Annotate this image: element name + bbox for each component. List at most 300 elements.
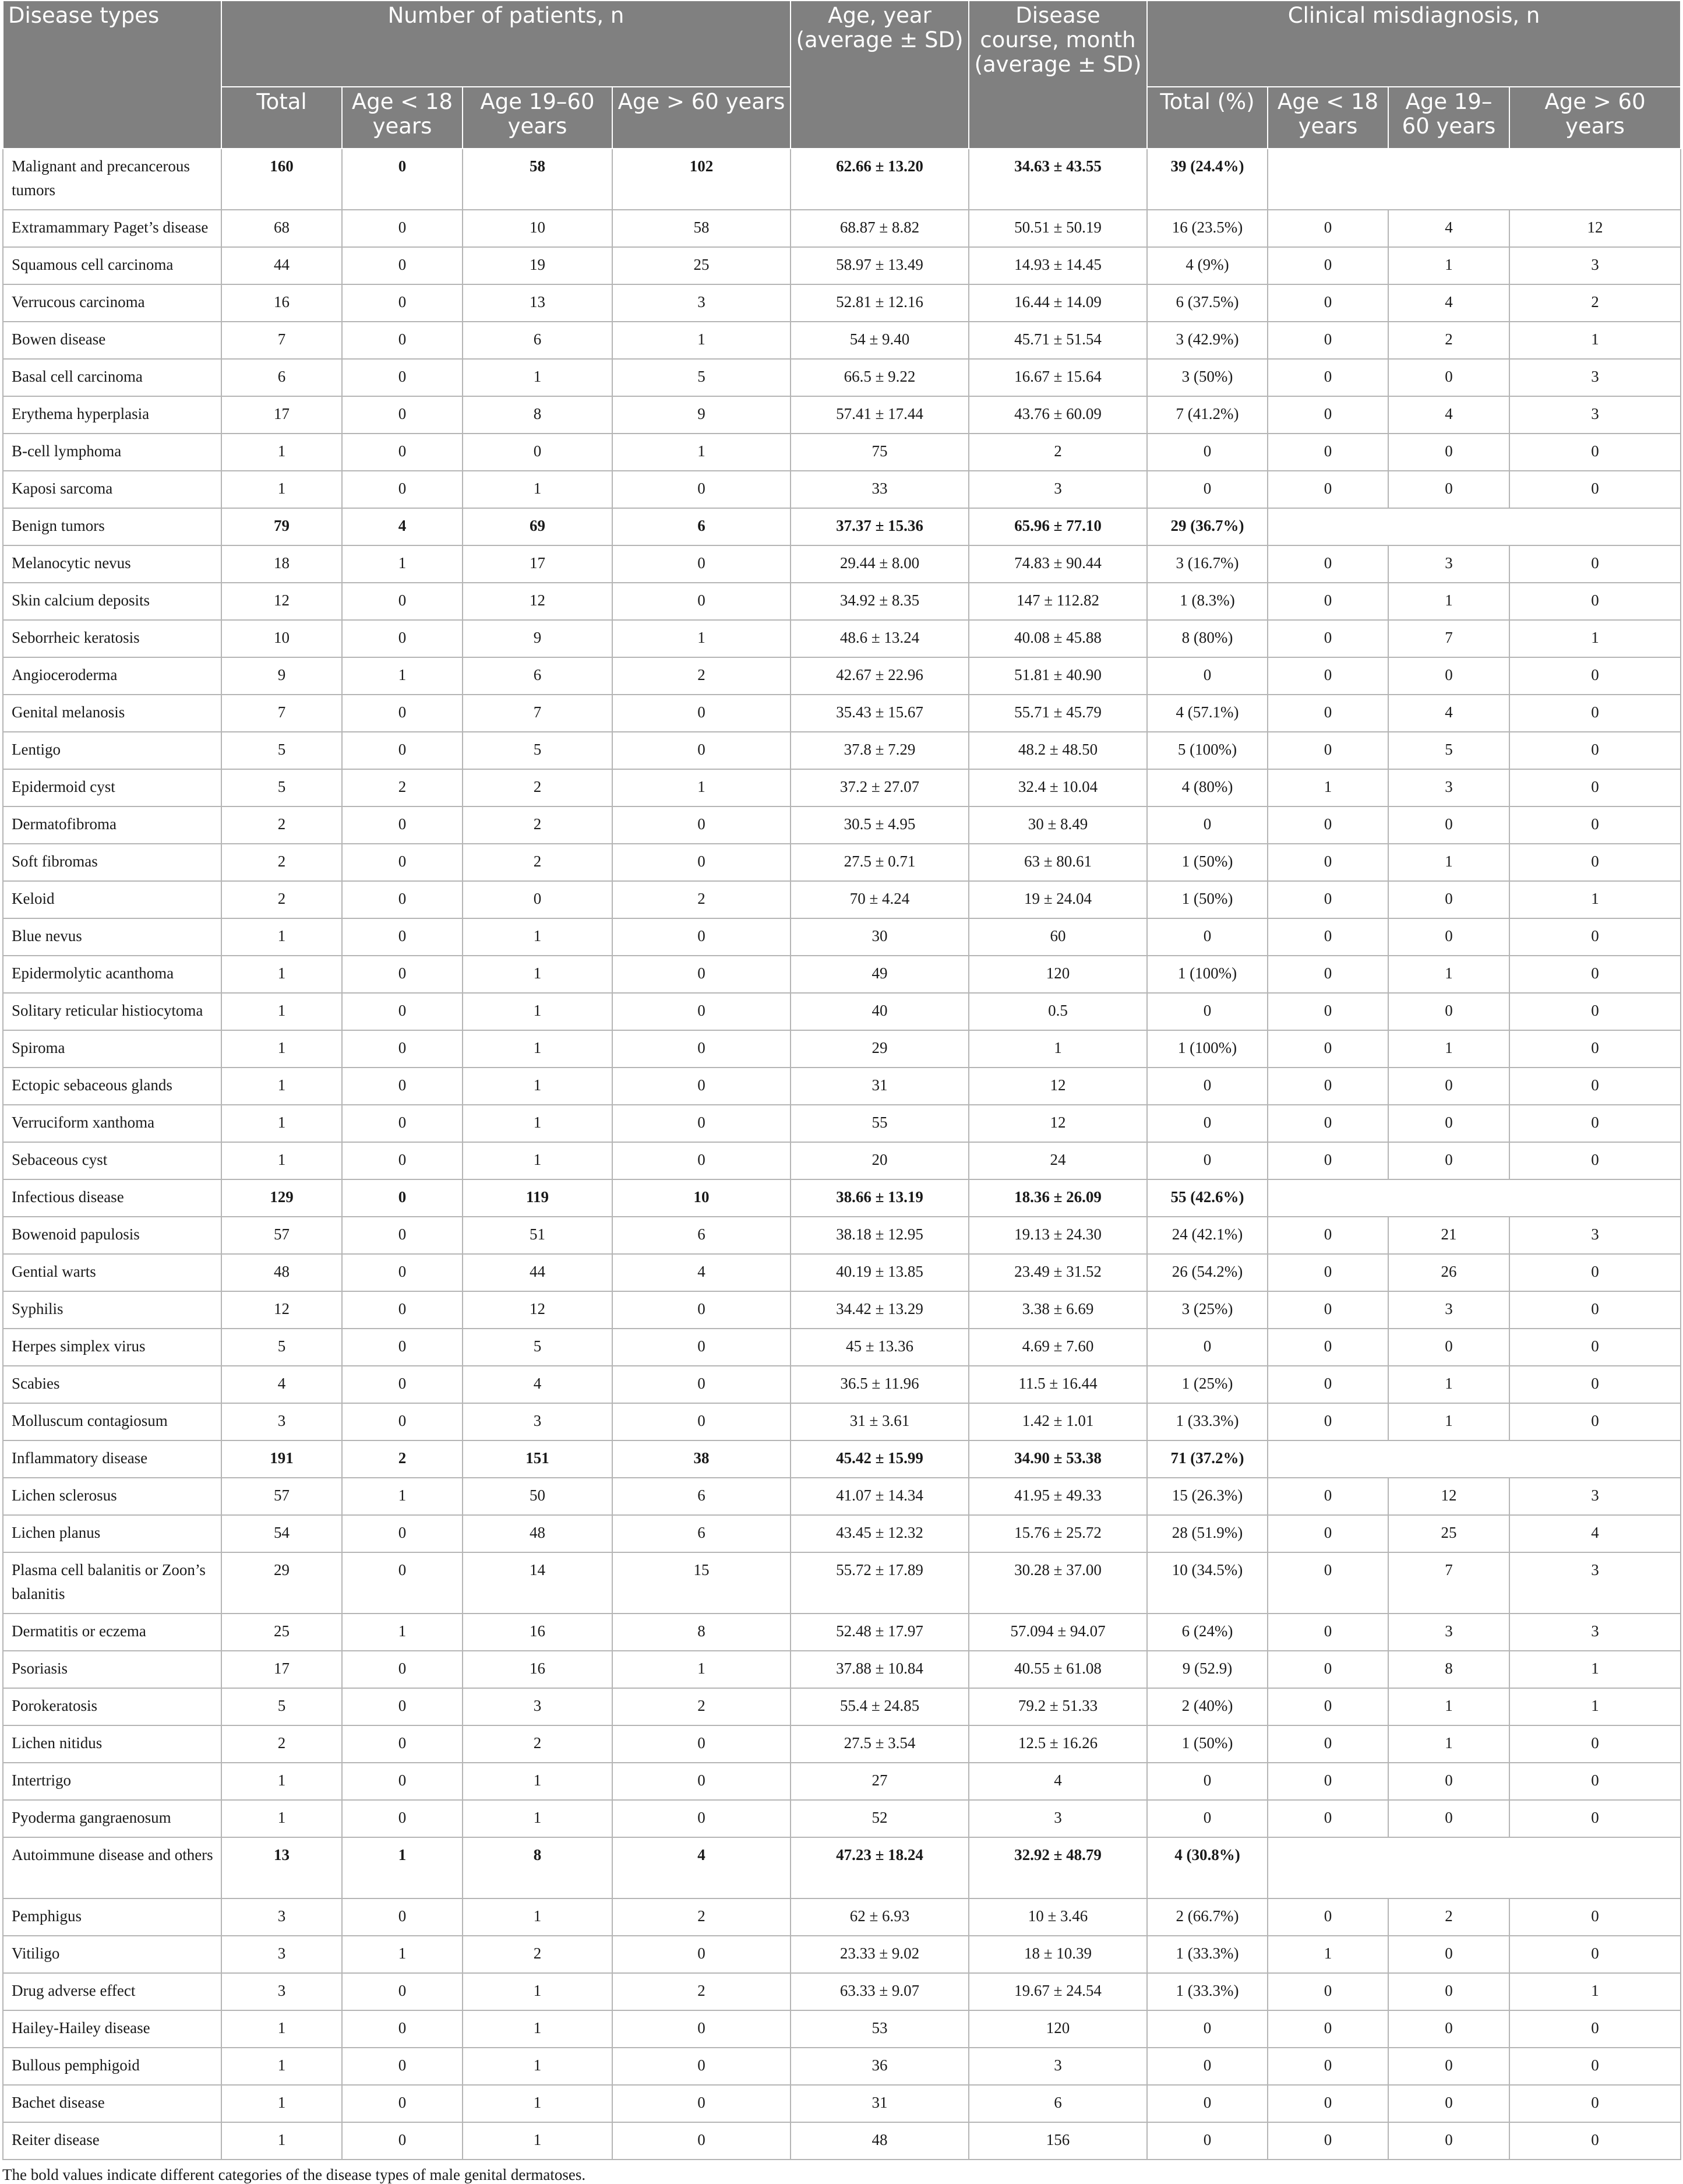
value-cell: 30.28 ± 37.00 — [969, 1552, 1147, 1614]
disease-name-cell: Epidermoid cyst — [3, 769, 221, 806]
value-cell: 0 — [342, 1254, 463, 1291]
value-cell: 55 (42.6%) — [1147, 1179, 1268, 1217]
value-cell: 41.95 ± 49.33 — [969, 1478, 1147, 1515]
value-cell: 2 — [463, 806, 612, 844]
value-cell: 0 — [612, 918, 791, 956]
value-cell: 2 — [969, 434, 1147, 471]
value-cell: 0 — [1268, 1614, 1388, 1651]
value-cell: 53 — [791, 2010, 969, 2048]
value-cell: 7 — [221, 695, 342, 732]
value-cell: 0 — [1268, 284, 1388, 322]
value-cell: 0 — [1268, 434, 1388, 471]
value-cell: 0 — [1268, 2048, 1388, 2085]
value-cell: 0 — [1388, 2085, 1509, 2122]
value-cell: 44 — [221, 247, 342, 284]
value-cell: 4 (9%) — [1147, 247, 1268, 284]
value-cell: 0 — [1268, 322, 1388, 359]
value-cell: 0 — [342, 844, 463, 881]
value-cell: 0 — [342, 1973, 463, 2010]
disease-name-cell: Malignant and precancerous tumors — [3, 149, 221, 210]
value-cell: 75 — [791, 434, 969, 471]
value-cell: 0 — [1268, 1800, 1388, 1837]
value-cell: 10 — [221, 620, 342, 657]
value-cell: 4 — [1388, 695, 1509, 732]
value-cell: 2 — [221, 1725, 342, 1763]
value-cell: 3 — [1509, 1217, 1681, 1254]
value-cell: 0 — [342, 1366, 463, 1403]
value-cell: 34.90 ± 53.38 — [969, 1440, 1147, 1478]
value-cell: 1 — [463, 993, 612, 1030]
value-cell: 18 ± 10.39 — [969, 1936, 1147, 1973]
value-cell: 0 — [1268, 993, 1388, 1030]
value-cell: 48.2 ± 48.50 — [969, 732, 1147, 769]
value-cell: 3 — [969, 1800, 1147, 1837]
value-cell: 38.66 ± 13.19 — [791, 1179, 969, 1217]
value-cell: 10 — [463, 210, 612, 247]
value-cell: 0 — [1509, 1291, 1681, 1329]
value-cell: 26 (54.2%) — [1147, 1254, 1268, 1291]
value-cell: 3 — [612, 284, 791, 322]
value-cell: 68 — [221, 210, 342, 247]
value-cell: 0 — [1147, 657, 1268, 695]
disease-name-cell: Gential warts — [3, 1254, 221, 1291]
value-cell: 1 — [342, 1936, 463, 1973]
disease-name-cell: Seborrheic keratosis — [3, 620, 221, 657]
value-cell: 2 — [463, 1725, 612, 1763]
empty-cell — [1268, 1440, 1681, 1478]
value-cell: 0 — [1268, 1291, 1388, 1329]
disease-name-cell: Inflammatory disease — [3, 1440, 221, 1478]
table-row — [3, 1898, 1681, 1936]
value-cell: 0 — [612, 956, 791, 993]
value-cell: 0 — [1388, 1142, 1509, 1179]
table-body — [3, 149, 1681, 2160]
value-cell: 8 — [1388, 1651, 1509, 1688]
value-cell: 1 — [1388, 1725, 1509, 1763]
value-cell: 0 — [1268, 1552, 1388, 1614]
value-cell: 58 — [463, 149, 612, 210]
value-cell: 0 — [342, 1898, 463, 1936]
value-cell: 1 — [1388, 956, 1509, 993]
value-cell: 0 — [1268, 545, 1388, 583]
disease-name-cell: Erythema hyperplasia — [3, 396, 221, 434]
value-cell: 6 — [612, 1478, 791, 1515]
value-cell: 2 — [1509, 284, 1681, 322]
value-cell: 62 ± 6.93 — [791, 1898, 969, 1936]
value-cell: 15 (26.3%) — [1147, 1478, 1268, 1515]
value-cell: 55.72 ± 17.89 — [791, 1552, 969, 1614]
table-row — [3, 1614, 1681, 1651]
disease-name-cell: Melanocytic nevus — [3, 545, 221, 583]
disease-name-cell: Pyoderma gangraenosum — [3, 1800, 221, 1837]
disease-name-cell: Molluscum contagiosum — [3, 1403, 221, 1440]
value-cell: 3 — [221, 1973, 342, 2010]
value-cell: 26 — [1388, 1254, 1509, 1291]
header-clinical-misdiagnosis: Clinical misdiagnosis, n — [1147, 1, 1681, 87]
value-cell: 1 — [463, 1105, 612, 1142]
value-cell: 0 — [612, 695, 791, 732]
value-cell: 0 — [342, 1651, 463, 1688]
value-cell: 27.5 ± 0.71 — [791, 844, 969, 881]
value-cell: 2 — [221, 806, 342, 844]
value-cell: 0 — [342, 284, 463, 322]
value-cell: 0 — [1509, 2122, 1681, 2160]
table-row — [3, 2048, 1681, 2085]
value-cell: 12 — [463, 1291, 612, 1329]
table-row — [3, 1105, 1681, 1142]
value-cell: 1 — [612, 620, 791, 657]
value-cell: 37.88 ± 10.84 — [791, 1651, 969, 1688]
value-cell: 68.87 ± 8.82 — [791, 210, 969, 247]
category-row — [3, 1837, 1681, 1898]
value-cell: 0 — [1268, 1898, 1388, 1936]
table-row — [3, 284, 1681, 322]
value-cell: 0 — [1509, 1366, 1681, 1403]
value-cell: 4 — [612, 1254, 791, 1291]
table-row — [3, 210, 1681, 247]
value-cell: 6 — [612, 1515, 791, 1552]
value-cell: 2 — [342, 769, 463, 806]
value-cell: 1 (33.3%) — [1147, 1936, 1268, 1973]
value-cell: 0 — [463, 881, 612, 918]
value-cell: 0 — [342, 918, 463, 956]
value-cell: 0 — [1388, 657, 1509, 695]
value-cell: 40.08 ± 45.88 — [969, 620, 1147, 657]
value-cell: 30.5 ± 4.95 — [791, 806, 969, 844]
value-cell: 0 — [612, 1403, 791, 1440]
value-cell: 71 (37.2%) — [1147, 1440, 1268, 1478]
value-cell: 2 — [1388, 1898, 1509, 1936]
value-cell: 74.83 ± 90.44 — [969, 545, 1147, 583]
value-cell: 48 — [791, 2122, 969, 2160]
disease-name-cell: Dermatofibroma — [3, 806, 221, 844]
value-cell: 3 — [969, 2048, 1147, 2085]
value-cell: 0 — [1509, 806, 1681, 844]
value-cell: 0 — [342, 1142, 463, 1179]
value-cell: 24 (42.1%) — [1147, 1217, 1268, 1254]
value-cell: 58 — [612, 210, 791, 247]
value-cell: 0 — [1268, 1651, 1388, 1688]
value-cell: 3 — [1388, 1291, 1509, 1329]
table-row — [3, 1725, 1681, 1763]
value-cell: 32.92 ± 48.79 — [969, 1837, 1147, 1898]
table-row — [3, 2122, 1681, 2160]
value-cell: 3 — [221, 1898, 342, 1936]
value-cell: 1 — [221, 2048, 342, 2085]
value-cell: 0 — [612, 1763, 791, 1800]
value-cell: 0.5 — [969, 993, 1147, 1030]
value-cell: 0 — [1268, 2122, 1388, 2160]
value-cell: 0 — [1268, 918, 1388, 956]
value-cell: 60 — [969, 918, 1147, 956]
value-cell: 38.18 ± 12.95 — [791, 1217, 969, 1254]
value-cell: 0 — [1147, 1068, 1268, 1105]
value-cell: 3 — [1509, 396, 1681, 434]
value-cell: 0 — [1388, 2122, 1509, 2160]
value-cell: 5 — [463, 1329, 612, 1366]
header-number-of-patients-text: Number of patients, n — [387, 3, 624, 28]
value-cell: 42.67 ± 22.96 — [791, 657, 969, 695]
value-cell: 0 — [1268, 695, 1388, 732]
value-cell: 2 — [463, 844, 612, 881]
category-row — [3, 149, 1681, 210]
value-cell: 1 — [221, 2085, 342, 2122]
disease-name-cell: Extramammary Paget’s disease — [3, 210, 221, 247]
disease-name-cell: Porokeratosis — [3, 1688, 221, 1725]
value-cell: 1 (50%) — [1147, 844, 1268, 881]
value-cell: 52 — [791, 1800, 969, 1837]
value-cell: 69 — [463, 508, 612, 545]
value-cell: 0 — [1388, 2010, 1509, 2048]
value-cell: 17 — [221, 396, 342, 434]
value-cell: 1 — [221, 2122, 342, 2160]
table-row — [3, 844, 1681, 881]
value-cell: 19 ± 24.04 — [969, 881, 1147, 918]
table-row — [3, 1254, 1681, 1291]
table-row — [3, 1478, 1681, 1515]
value-cell: 1 (33.3%) — [1147, 1973, 1268, 2010]
value-cell: 0 — [1268, 1142, 1388, 1179]
value-cell: 28 (51.9%) — [1147, 1515, 1268, 1552]
value-cell: 3 (25%) — [1147, 1291, 1268, 1329]
value-cell: 25 — [1388, 1515, 1509, 1552]
header-age-lt18: Age < 18 years — [342, 87, 463, 149]
disease-name-cell: Autoimmune disease and others — [3, 1837, 221, 1898]
value-cell: 16 — [221, 284, 342, 322]
value-cell: 0 — [1509, 2085, 1681, 2122]
value-cell: 8 — [612, 1614, 791, 1651]
value-cell: 0 — [612, 2085, 791, 2122]
value-cell: 0 — [342, 956, 463, 993]
value-cell: 0 — [612, 2122, 791, 2160]
value-cell: 1 — [463, 1142, 612, 1179]
value-cell: 3 — [969, 471, 1147, 508]
value-cell: 0 — [1509, 1142, 1681, 1179]
value-cell: 0 — [342, 1552, 463, 1614]
value-cell: 1 — [221, 1142, 342, 1179]
value-cell: 0 — [1268, 1068, 1388, 1105]
value-cell: 1 — [463, 1763, 612, 1800]
value-cell: 8 (80%) — [1147, 620, 1268, 657]
value-cell: 16 — [463, 1651, 612, 1688]
table-row — [3, 695, 1681, 732]
value-cell: 1 — [1388, 1366, 1509, 1403]
empty-cell — [1268, 1837, 1681, 1898]
table-row — [3, 918, 1681, 956]
disease-name-cell: Solitary reticular histiocytoma — [3, 993, 221, 1030]
disease-name-cell: Plasma cell balanitis or Zoon’s balanitis — [3, 1552, 221, 1614]
value-cell: 0 — [342, 1105, 463, 1142]
value-cell: 5 — [1388, 732, 1509, 769]
value-cell: 34.42 ± 13.29 — [791, 1291, 969, 1329]
value-cell: 1 — [221, 918, 342, 956]
value-cell: 1 — [1509, 1973, 1681, 2010]
value-cell: 0 — [1268, 1217, 1388, 1254]
value-cell: 0 — [1268, 732, 1388, 769]
table-row — [3, 2010, 1681, 2048]
value-cell: 0 — [1509, 471, 1681, 508]
value-cell: 0 — [342, 359, 463, 396]
value-cell: 29 — [221, 1552, 342, 1614]
value-cell: 27 — [791, 1763, 969, 1800]
value-cell: 1 — [463, 956, 612, 993]
value-cell: 1 — [1388, 1403, 1509, 1440]
value-cell: 2 — [221, 844, 342, 881]
value-cell: 0 — [1268, 620, 1388, 657]
table-row — [3, 1403, 1681, 1440]
disease-name-cell: Blue nevus — [3, 918, 221, 956]
value-cell: 3 — [1509, 1552, 1681, 1614]
value-cell: 0 — [342, 1515, 463, 1552]
value-cell: 0 — [463, 434, 612, 471]
value-cell: 0 — [612, 806, 791, 844]
value-cell: 16.44 ± 14.09 — [969, 284, 1147, 322]
value-cell: 37.8 ± 7.29 — [791, 732, 969, 769]
value-cell: 40.19 ± 13.85 — [791, 1254, 969, 1291]
value-cell: 0 — [342, 1291, 463, 1329]
value-cell: 14.93 ± 14.45 — [969, 247, 1147, 284]
value-cell: 52.81 ± 12.16 — [791, 284, 969, 322]
value-cell: 0 — [1388, 918, 1509, 956]
value-cell: 0 — [612, 1105, 791, 1142]
value-cell: 21 — [1388, 1217, 1509, 1254]
value-cell: 1 — [463, 1068, 612, 1105]
value-cell: 0 — [1147, 1105, 1268, 1142]
disease-name-cell: Psoriasis — [3, 1651, 221, 1688]
disease-name-cell: Infectious disease — [3, 1179, 221, 1217]
value-cell: 0 — [1388, 993, 1509, 1030]
table-row — [3, 1936, 1681, 1973]
value-cell: 57 — [221, 1478, 342, 1515]
value-cell: 5 — [612, 359, 791, 396]
value-cell: 1 (50%) — [1147, 881, 1268, 918]
value-cell: 14 — [463, 1552, 612, 1614]
value-cell: 2 — [612, 1973, 791, 2010]
value-cell: 3 — [1388, 545, 1509, 583]
value-cell: 1 — [342, 1478, 463, 1515]
value-cell: 102 — [612, 149, 791, 210]
value-cell: 6 — [463, 322, 612, 359]
value-cell: 0 — [1268, 1478, 1388, 1515]
value-cell: 10 (34.5%) — [1147, 1552, 1268, 1614]
value-cell: 1 — [1509, 1651, 1681, 1688]
value-cell: 3 — [463, 1403, 612, 1440]
table-row — [3, 583, 1681, 620]
value-cell: 0 — [1509, 1254, 1681, 1291]
value-cell: 1 (8.3%) — [1147, 583, 1268, 620]
header-total: Total — [221, 87, 342, 149]
table-row — [3, 1800, 1681, 1837]
value-cell: 1 — [1388, 583, 1509, 620]
value-cell: 0 — [1268, 1973, 1388, 2010]
disease-name-cell: Genital melanosis — [3, 695, 221, 732]
value-cell: 0 — [612, 1068, 791, 1105]
value-cell: 1 — [1268, 1936, 1388, 1973]
value-cell: 40.55 ± 61.08 — [969, 1651, 1147, 1688]
value-cell: 24 — [969, 1142, 1147, 1179]
value-cell: 119 — [463, 1179, 612, 1217]
value-cell: 0 — [342, 1800, 463, 1837]
value-cell: 3 — [1509, 247, 1681, 284]
value-cell: 12 — [1509, 210, 1681, 247]
value-cell: 160 — [221, 149, 342, 210]
disease-name-cell: Sebaceous cyst — [3, 1142, 221, 1179]
value-cell: 63.33 ± 9.07 — [791, 1973, 969, 2010]
table-row — [3, 1688, 1681, 1725]
value-cell: 0 — [612, 583, 791, 620]
value-cell: 2 (40%) — [1147, 1688, 1268, 1725]
value-cell: 0 — [1268, 396, 1388, 434]
value-cell: 4 — [221, 1366, 342, 1403]
value-cell: 0 — [1388, 881, 1509, 918]
disease-name-cell: Bullous pemphigoid — [3, 2048, 221, 2085]
value-cell: 0 — [1388, 1800, 1509, 1837]
value-cell: 1 — [221, 471, 342, 508]
value-cell: 23.49 ± 31.52 — [969, 1254, 1147, 1291]
value-cell: 1 (100%) — [1147, 956, 1268, 993]
value-cell: 0 — [1388, 1329, 1509, 1366]
disease-name-cell: B-cell lymphoma — [3, 434, 221, 471]
empty-cell — [1268, 149, 1681, 210]
value-cell: 0 — [1268, 471, 1388, 508]
value-cell: 19.67 ± 24.54 — [969, 1973, 1147, 2010]
value-cell: 66.5 ± 9.22 — [791, 359, 969, 396]
value-cell: 1 — [342, 545, 463, 583]
value-cell: 0 — [1147, 2048, 1268, 2085]
table-row — [3, 657, 1681, 695]
value-cell: 5 (100%) — [1147, 732, 1268, 769]
header-number-of-patients — [221, 1, 791, 87]
value-cell: 0 — [612, 2010, 791, 2048]
value-cell: 0 — [1509, 1030, 1681, 1068]
value-cell: 48.6 ± 13.24 — [791, 620, 969, 657]
table-row — [3, 1030, 1681, 1068]
table-row — [3, 2085, 1681, 2122]
value-cell: 4 — [612, 1837, 791, 1898]
value-cell: 29 — [791, 1030, 969, 1068]
value-cell: 0 — [1509, 956, 1681, 993]
value-cell: 0 — [1388, 1068, 1509, 1105]
disease-name-cell: Basal cell carcinoma — [3, 359, 221, 396]
value-cell: 1 — [463, 1898, 612, 1936]
value-cell: 34.63 ± 43.55 — [969, 149, 1147, 210]
value-cell: 3 — [221, 1403, 342, 1440]
value-cell: 0 — [1509, 732, 1681, 769]
header-disease-course: Disease course, month (average ± SD) — [969, 1, 1147, 149]
value-cell: 0 — [342, 322, 463, 359]
value-cell: 0 — [612, 1366, 791, 1403]
value-cell: 0 — [1268, 2085, 1388, 2122]
value-cell: 1 — [342, 1614, 463, 1651]
table-row — [3, 956, 1681, 993]
value-cell: 0 — [1509, 1105, 1681, 1142]
value-cell: 15 — [612, 1552, 791, 1614]
disease-name-cell: Scabies — [3, 1366, 221, 1403]
value-cell: 156 — [969, 2122, 1147, 2160]
value-cell: 25 — [221, 1614, 342, 1651]
value-cell: 0 — [342, 2085, 463, 2122]
table-row — [3, 434, 1681, 471]
value-cell: 50.51 ± 50.19 — [969, 210, 1147, 247]
value-cell: 57 — [221, 1217, 342, 1254]
value-cell: 0 — [1509, 1068, 1681, 1105]
value-cell: 12 — [1388, 1478, 1509, 1515]
value-cell: 20 — [791, 1142, 969, 1179]
disease-name-cell: Keloid — [3, 881, 221, 918]
value-cell: 0 — [1509, 695, 1681, 732]
disease-name-cell: Dermatitis or eczema — [3, 1614, 221, 1651]
value-cell: 0 — [1268, 844, 1388, 881]
